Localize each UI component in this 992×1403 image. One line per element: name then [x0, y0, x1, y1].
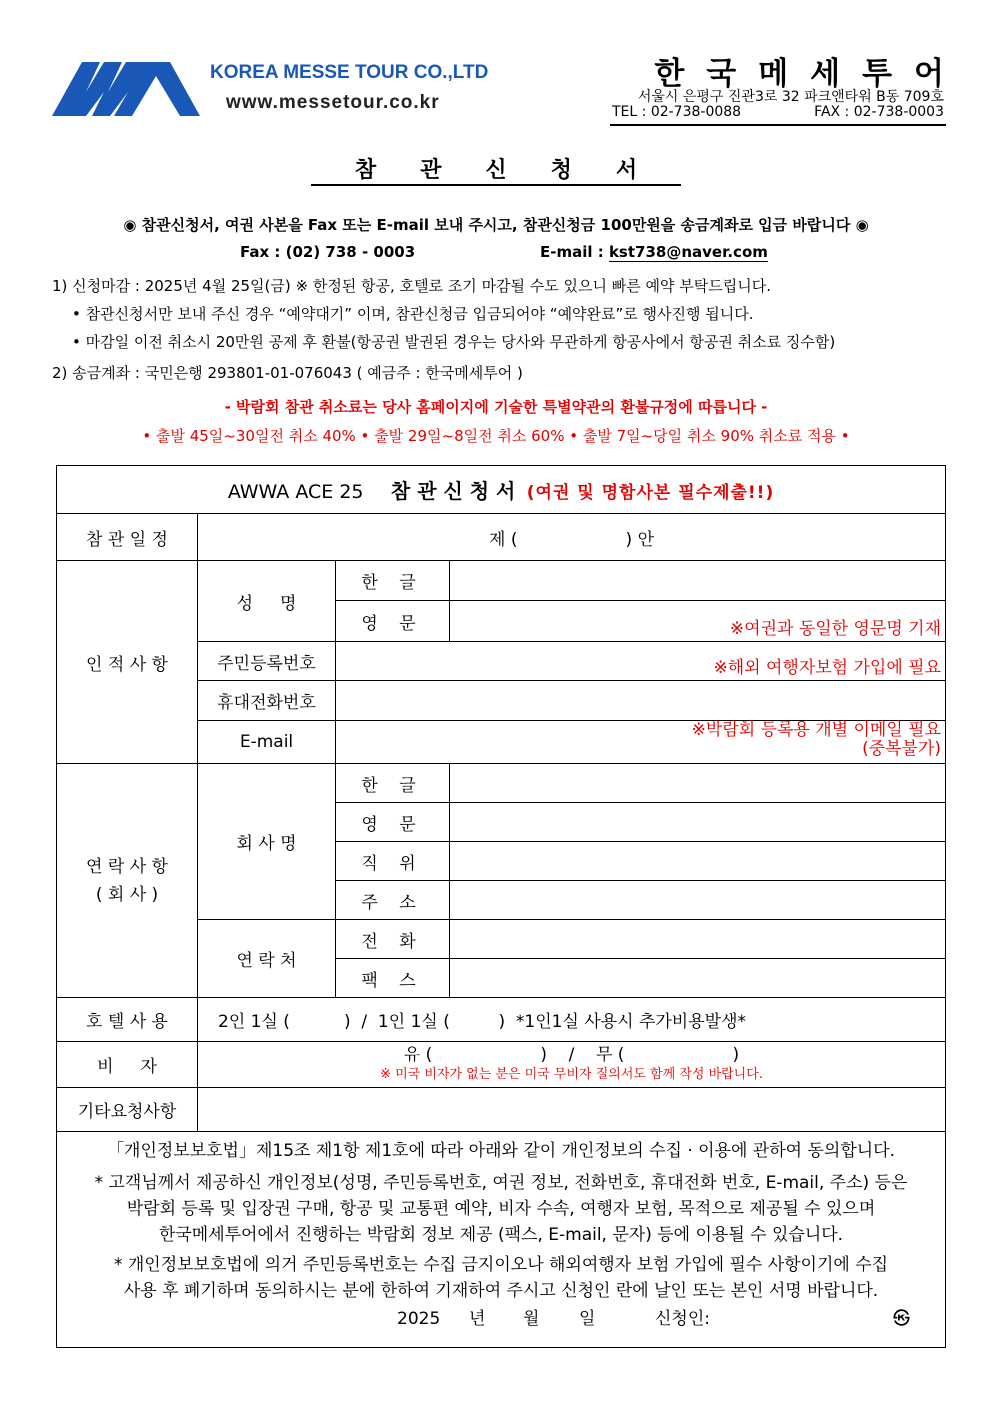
- email-field[interactable]: [336, 721, 946, 764]
- company-english-field[interactable]: [450, 803, 946, 842]
- email-note-duplicate: (중복불가): [862, 739, 942, 759]
- company-address: 서울시 은평구 진관3로 32 파크앤타워 B동 709호: [637, 89, 944, 105]
- application-form: [56, 465, 946, 1348]
- contact-info-label: 연 락 사 항 ( 회 사 ): [57, 764, 198, 998]
- rrn-note: ※해외 여행자보험 가입에 필요: [713, 658, 942, 678]
- contact-number-label: 연 락 처: [198, 920, 336, 998]
- consent-section: [57, 1132, 946, 1348]
- consent-line-3: 박람회 등록 및 입장권 구매, 항공 및 교통편 예약, 비자 수속, 여행자 보험, 목적으로 제공될 수 있으며: [126, 1199, 876, 1219]
- address-label: 주 소: [336, 881, 450, 920]
- schedule-label: 참 관 일 정: [57, 514, 198, 561]
- sign-applicant-label: 신청인:: [655, 1309, 710, 1329]
- consent-line-2: * 고객님께서 제공하신 개인정보(성명, 주민등록번호, 여권 정보, 전화번호, 휴대전화 번호, E-mail, 주소) 등은: [94, 1173, 908, 1193]
- company-korean-label: 한 글: [336, 764, 450, 803]
- other-requests-label: 기타요청사항: [57, 1088, 198, 1132]
- notice-deadline-sub1: • 참관신청서만 보내 주신 경우 “예약대기” 이며, 참관신청금 입금되어야 “예약완료”로 행사진행 됩니다.: [72, 305, 754, 323]
- company-name-label: 회 사 명: [198, 764, 336, 920]
- mobile-field[interactable]: [336, 681, 946, 721]
- company-name-korean: 한국메세투어: [654, 56, 966, 92]
- english-name-note: ※여권과 동일한 영문명 기재: [729, 619, 942, 639]
- company-tel: TEL : 02-738-0088: [612, 104, 742, 120]
- notice-cancel-title: - 박람회 참관 취소료는 당사 홈페이지에 기술한 특별약관의 환불규정에 따릅니다 -: [224, 398, 768, 416]
- company-website[interactable]: www.messetour.co.kr: [226, 92, 440, 113]
- sign-year: 2025: [397, 1309, 441, 1329]
- email-link[interactable]: kst738@naver.com: [608, 243, 768, 261]
- phone-label: 전 화: [336, 920, 450, 959]
- rrn-field[interactable]: [336, 642, 946, 681]
- fax-field[interactable]: [450, 959, 946, 998]
- consent-line-6: 사용 후 폐기하며 동의하시는 분에 한하여 기재하여 주시고 신청인 란에 날인 또는 본인 서명 바랍니다.: [123, 1281, 879, 1301]
- notice-fax: Fax : (02) 738 - 0003: [240, 243, 416, 261]
- sign-year-label: 년: [469, 1309, 486, 1329]
- form-title-row: [57, 466, 946, 514]
- position-field[interactable]: [450, 842, 946, 881]
- company-fax: FAX : 02-738-0003: [814, 104, 944, 120]
- notice-email: E-mail : kst738@naver.com: [540, 243, 768, 261]
- visa-label: 비 자: [57, 1042, 198, 1088]
- email-note: ※박람회 등록용 개별 이메일 필요: [691, 720, 942, 740]
- seal-mark[interactable]: ㉿: [893, 1309, 910, 1329]
- header-divider: [610, 124, 946, 126]
- visa-note: ※ 미국 비자가 없는 분은 미국 무비자 질의서도 함께 작성 바랍니다.: [380, 1066, 763, 1082]
- name-english-label: 영 문: [336, 601, 450, 642]
- rrn-label: 주민등록번호: [198, 642, 336, 681]
- notice-cancel-detail: • 출발 45일~30일전 취소 40% • 출발 29일~8일전 취소 60% • 출발 7일~당일 취소 90% 취소료 적용 •: [142, 427, 850, 445]
- email-label: E-mail: [198, 721, 336, 764]
- hotel-label: 호 텔 사 용: [57, 998, 198, 1042]
- visa-field[interactable]: [198, 1042, 946, 1088]
- company-korean-field[interactable]: [450, 764, 946, 803]
- schedule-field[interactable]: 제 ( ) 안: [198, 514, 946, 561]
- notice-deadline: 1) 신청마감 : 2025년 4월 25일(금) ※ 한정된 항공, 호텔로 조기 마감될 수도 있으니 빠른 예약 부탁드립니다.: [52, 277, 771, 295]
- sign-day-label: 일: [579, 1309, 596, 1329]
- event-name: AWWA ACE 25: [227, 481, 364, 503]
- visa-options[interactable]: 유 ( ) / 무 ( ): [403, 1044, 740, 1065]
- name-korean-field[interactable]: [450, 561, 946, 601]
- position-label: 직 위: [336, 842, 450, 881]
- hotel-field[interactable]: 2인 1실 ( ) / 1인 1실 ( ) *1인1실 사용시 추가비용발생*: [198, 998, 946, 1042]
- fax-label: 팩 스: [336, 959, 450, 998]
- company-name-english: KOREA MESSE TOUR CO.,LTD: [210, 62, 489, 83]
- consent-line-5: * 개인정보보호법에 의거 주민등록번호는 수집 금지이오나 해외여행자 보험 가입에 필수 사항이기에 수집: [113, 1255, 889, 1275]
- name-korean-label: 한 글: [336, 561, 450, 601]
- form-title: 참 관 신 청 서: [390, 479, 516, 503]
- signature-line: [57, 1306, 945, 1332]
- personal-info-label: 인 적 사 항: [57, 561, 198, 764]
- mobile-label: 휴대전화번호: [198, 681, 336, 721]
- notice-main: ◉ 참관신청서, 여권 사본을 Fax 또는 E-mail 보내 주시고, 참관신청금 100만원을 송금계좌로 입금 바랍니다 ◉: [123, 216, 869, 234]
- consent-line-4: 한국메세투어에서 진행하는 박람회 정보 제공 (팩스, E-mail, 문자) 등에 이용될 수 있습니다.: [158, 1225, 844, 1245]
- company-english-label: 영 문: [336, 803, 450, 842]
- required-note: (여권 및 명함사본 필수제출!!): [526, 483, 775, 503]
- notice-deadline-sub2: • 마감일 이전 취소시 20만원 공제 후 환불(항공권 발권된 경우는 당사와 무관하게 항공사에서 항공권 취소료 징수함): [72, 333, 836, 351]
- company-logo: [52, 58, 200, 116]
- name-label: 성 명: [198, 561, 336, 642]
- notice-account: 2) 송금계좌 : 국민은행 293801-01-076043 ( 예금주 : 한국메세투어 ): [52, 364, 523, 382]
- document-title: 참관신청서: [0, 158, 992, 186]
- address-field[interactable]: [450, 881, 946, 920]
- phone-field[interactable]: [450, 920, 946, 959]
- other-requests-field[interactable]: [198, 1088, 946, 1132]
- sign-month-label: 월: [523, 1309, 540, 1329]
- consent-line-1: 「개인정보보호법」제15조 제1항 제1호에 따라 아래와 같이 개인정보의 수집 · 이용에 관하여 동의합니다.: [107, 1141, 895, 1161]
- name-english-field[interactable]: [450, 601, 946, 642]
